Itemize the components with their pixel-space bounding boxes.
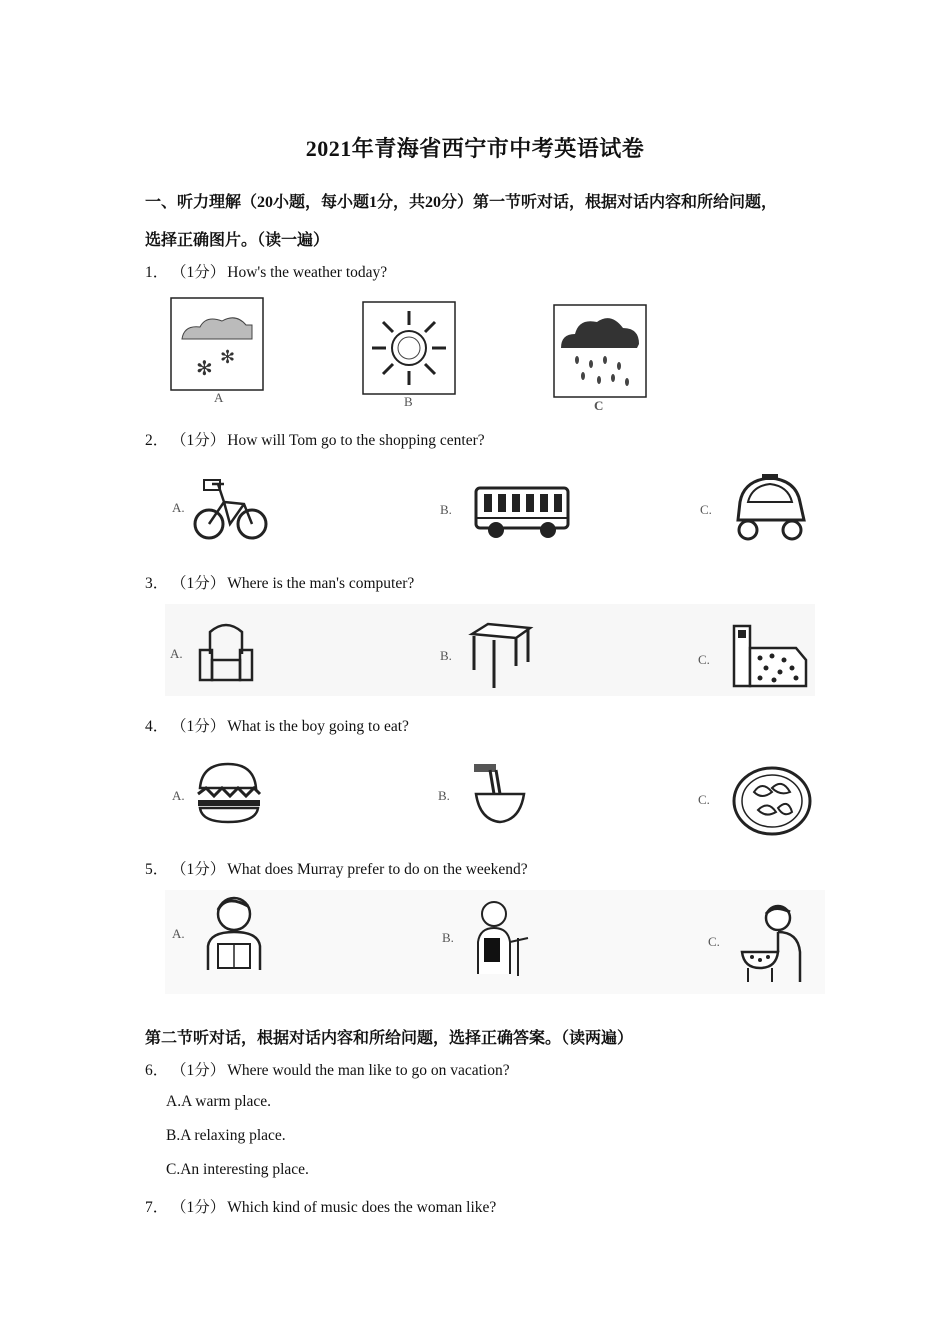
section2-heading: 第二节听对话，根据对话内容和所给问题，选择正确答案。（读两遍） <box>145 1030 634 1047</box>
q2-option-c[interactable] <box>730 472 810 552</box>
q3-option-a[interactable] <box>196 620 256 691</box>
q3-option-b[interactable] <box>468 622 534 697</box>
q4-option-c[interactable] <box>732 766 812 841</box>
q5-option-b[interactable] <box>470 898 534 983</box>
q1-option-a[interactable] <box>170 297 265 397</box>
q5-option-c[interactable] <box>738 902 810 991</box>
q6-option-b[interactable]: B.A relaxing place. <box>166 1127 286 1144</box>
q4-option-a-label: A. <box>172 788 185 803</box>
q3-option-c-label: C. <box>698 652 710 667</box>
q2-option-a-label: A. <box>172 500 185 515</box>
dumplings-plate-icon <box>732 766 812 836</box>
q1-option-c-label: C <box>594 398 604 413</box>
q1-option-a-label: A <box>214 390 224 405</box>
question-7: 7． （1分） Which kind of music does the woman like? <box>145 1199 497 1216</box>
q2-option-c-label: C. <box>700 502 712 517</box>
painting-boy-icon <box>470 898 534 978</box>
armchair-icon <box>196 620 256 686</box>
bicycle-icon <box>194 474 269 544</box>
q6-option-a[interactable]: A.A warm place. <box>166 1093 272 1110</box>
snow-cloud-icon <box>170 297 265 392</box>
page-title: 2021年青海省西宁市中考英语试卷 <box>305 136 645 161</box>
q1-option-b[interactable] <box>362 301 457 401</box>
desk-icon <box>468 622 534 692</box>
bed-icon <box>730 620 812 694</box>
question-5: 5． （1分） What does Murray prefer to do on the weekend? <box>145 861 528 878</box>
q6-option-c[interactable]: C.An interesting place. <box>166 1161 309 1178</box>
rain-cloud-icon <box>553 304 648 399</box>
q4-option-a[interactable] <box>194 760 264 831</box>
question-1: 1． （1分） How's the weather today? <box>145 264 388 281</box>
question-6: 6． （1分） Where would the man like to go on vacation? <box>145 1062 510 1079</box>
q5-option-a-label: A. <box>172 926 185 941</box>
cooking-boy-icon <box>738 902 810 986</box>
q2-option-a[interactable] <box>194 474 269 549</box>
q1-option-c[interactable] <box>553 304 648 404</box>
taxi-icon <box>730 472 810 547</box>
q1-option-b-label: B <box>404 394 413 409</box>
hamburger-icon <box>194 760 264 826</box>
svg-text:✻: ✻ <box>220 347 236 367</box>
section1-heading-line1: 一、听力理解（20小题，每小题1分，共20分）第一节听对话，根据对话内容和所给问题， <box>145 194 778 211</box>
question-4: 4． （1分） What is the boy going to eat? <box>145 718 409 735</box>
section1-heading-line2: 选择正确图片。（读一遍） <box>145 232 330 249</box>
sun-icon <box>362 301 457 396</box>
q4-option-c-label: C. <box>698 792 710 807</box>
bus-icon <box>474 484 572 544</box>
q3-option-b-label: B. <box>440 648 452 663</box>
reading-boy-icon <box>196 892 272 976</box>
noodles-bowl-icon <box>468 760 530 828</box>
svg-text:✻: ✻ <box>196 358 213 380</box>
q4-option-b[interactable] <box>468 760 530 833</box>
q3-option-c[interactable] <box>730 620 812 699</box>
question-3: 3． （1分） Where is the man's computer? <box>145 575 415 592</box>
q5-option-a[interactable] <box>196 892 272 981</box>
q3-option-a-label: A. <box>170 646 183 661</box>
q2-option-b[interactable] <box>474 484 572 549</box>
q2-option-b-label: B. <box>440 502 452 517</box>
q4-option-b-label: B. <box>438 788 450 803</box>
q5-option-b-label: B. <box>442 930 454 945</box>
question-2: 2． （1分） How will Tom go to the shopping center? <box>145 432 485 449</box>
q5-option-c-label: C. <box>708 934 720 949</box>
